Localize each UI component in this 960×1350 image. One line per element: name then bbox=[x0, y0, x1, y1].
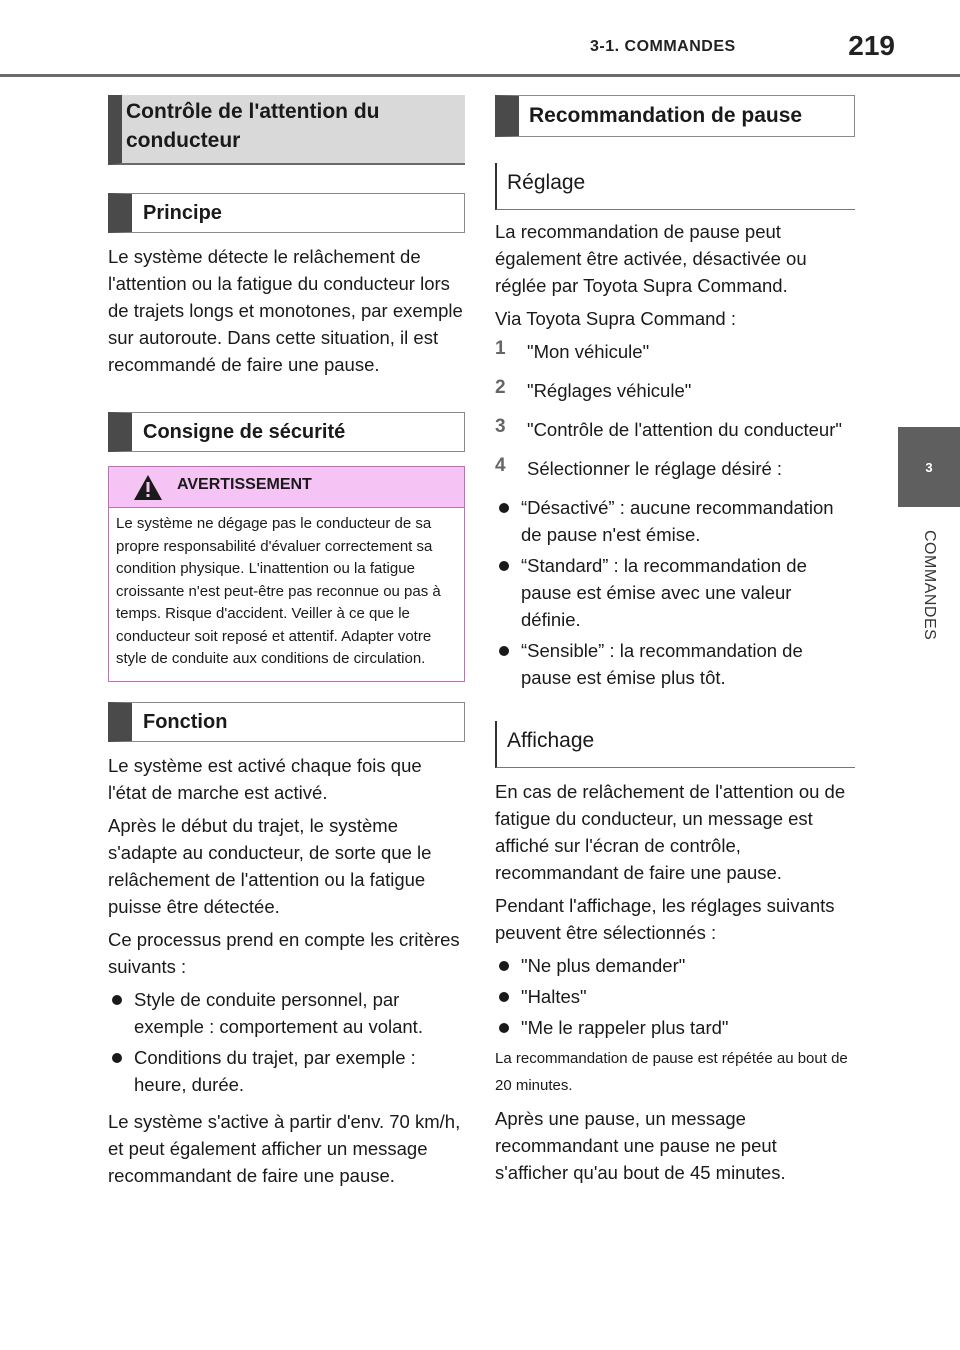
step-number: 1 bbox=[495, 338, 506, 359]
fonction-p3: Ce processus prend en compte les critères suivants : bbox=[108, 928, 460, 977]
section-title-pause: Recommandation de pause bbox=[495, 95, 855, 137]
subheading-consigne: Consigne de sécurité bbox=[108, 412, 465, 452]
fonction-p4: Le système s'active à partir d'env. 70 km/h, et peut également afficher un message recommandant de faire une pause. bbox=[108, 1110, 461, 1186]
step-text: "Contrôle de l'attention du conducteur" bbox=[527, 419, 842, 440]
header-section-title: 3-1. COMMANDES bbox=[590, 38, 736, 55]
bullet-dot-icon bbox=[112, 995, 122, 1005]
step-text: "Mon véhicule" bbox=[527, 341, 650, 362]
list-item-text: Style de conduite personnel, par exemple : comportement au volant. bbox=[134, 988, 423, 1037]
subheading-principe: Principe bbox=[108, 193, 465, 233]
reglage-p1: La recommandation de pause peut également être activée, désactivée ou réglée par Toyota Supra Command. bbox=[495, 221, 807, 296]
list-item-text: “Sensible” : la recommandation de pause est émise plus tôt. bbox=[521, 640, 803, 688]
warning-box bbox=[108, 466, 465, 682]
subheading-fonction: Fonction bbox=[108, 702, 465, 742]
step-item bbox=[495, 455, 855, 482]
bullet-dot-icon bbox=[499, 992, 509, 1002]
list-item bbox=[495, 552, 855, 633]
affichage-p3: Après une pause, un message recommandant une pause ne peut s'afficher qu'au bout de 45 minutes. bbox=[495, 1108, 786, 1183]
step-item bbox=[495, 416, 855, 443]
list-item bbox=[495, 952, 855, 979]
list-item bbox=[495, 637, 855, 691]
chapter-side-label-text: COMMANDES bbox=[921, 529, 938, 641]
bullet-dot-icon bbox=[499, 646, 509, 656]
bullet-dot-icon bbox=[499, 503, 509, 513]
warning-triangle-icon bbox=[133, 474, 163, 501]
list-item-text: “Standard” : la recommandation de pause est émise avec une valeur définie. bbox=[521, 555, 807, 630]
principe-text: Le système détecte le relâchement de l'attention ou la fatigue du conducteur lors de trajets longs et monotones, par exemple sur autoroute. Dans cette situation, il est recommandé de faire une pause. bbox=[108, 246, 463, 375]
step-item bbox=[495, 377, 855, 404]
list-item bbox=[108, 1044, 465, 1098]
list-item bbox=[495, 1014, 855, 1041]
section-title-attention: Contrôle de l'attention du conducteur bbox=[108, 95, 465, 165]
subheading-reglage: Réglage bbox=[495, 163, 855, 210]
list-item bbox=[495, 983, 855, 1010]
right-column bbox=[495, 95, 855, 1186]
step-number: 3 bbox=[495, 416, 506, 437]
bullet-dot-icon bbox=[499, 561, 509, 571]
page-number: 219 bbox=[848, 30, 895, 61]
affichage-note: La recommandation de pause est répétée au bout de 20 minutes. bbox=[495, 1050, 848, 1094]
step-item bbox=[495, 338, 855, 365]
list-item bbox=[108, 986, 465, 1040]
step-number: 2 bbox=[495, 377, 506, 398]
list-item-text: "Ne plus demander" bbox=[521, 955, 686, 976]
list-item-text: Conditions du trajet, par exemple : heure, durée. bbox=[134, 1046, 416, 1095]
chapter-side-label bbox=[898, 520, 960, 650]
affichage-p2: Pendant l'affichage, les réglages suivants peuvent être sélectionnés : bbox=[495, 895, 835, 943]
list-item-text: "Haltes" bbox=[521, 986, 587, 1007]
warning-header bbox=[109, 467, 464, 508]
bullet-dot-icon bbox=[499, 1023, 509, 1033]
list-item bbox=[495, 494, 855, 548]
left-column bbox=[108, 95, 465, 1189]
fonction-p1: Le système est activé chaque fois que l'état de marche est activé. bbox=[108, 754, 422, 803]
chapter-tab-number: 3 bbox=[925, 459, 933, 475]
warning-text: Le système ne dégage pas le conducteur de sa propre responsabilité d'évaluer correctement sa condition physique. L'inattention ou la fatigue croissante n'est peut-être pas reconnue ou pas à temps. Risque d'accident. Veiller à ce que le conducteur soit reposé et attentif. Adapter votre style de conduite aux conditions de circulation. bbox=[116, 515, 441, 667]
reglage-p2: Via Toyota Supra Command : bbox=[495, 308, 736, 329]
subheading-affichage: Affichage bbox=[495, 721, 855, 768]
bullet-dot-icon bbox=[499, 961, 509, 971]
step-number: 4 bbox=[495, 455, 506, 476]
affichage-p1: En cas de relâchement de l'attention ou de fatigue du conducteur, un message est affiché sur l'écran de contrôle, recommandant de faire une pause. bbox=[495, 781, 846, 883]
list-item-text: “Désactivé” : aucune recommandation de pause n'est émise. bbox=[521, 497, 834, 545]
step-text: "Réglages véhicule" bbox=[527, 380, 692, 401]
bullet-dot-icon bbox=[112, 1053, 122, 1063]
warning-label: AVERTISSEMENT bbox=[177, 476, 312, 493]
chapter-tab bbox=[898, 427, 960, 507]
list-item-text: "Me le rappeler plus tard" bbox=[521, 1017, 729, 1038]
header-divider bbox=[0, 74, 960, 77]
fonction-p2: Après le début du trajet, le système s'adapte au conducteur, de sorte que le relâchement de l'attention ou la fatigue puisse être détectée. bbox=[108, 814, 432, 917]
step-text: Sélectionner le réglage désiré : bbox=[527, 458, 783, 479]
